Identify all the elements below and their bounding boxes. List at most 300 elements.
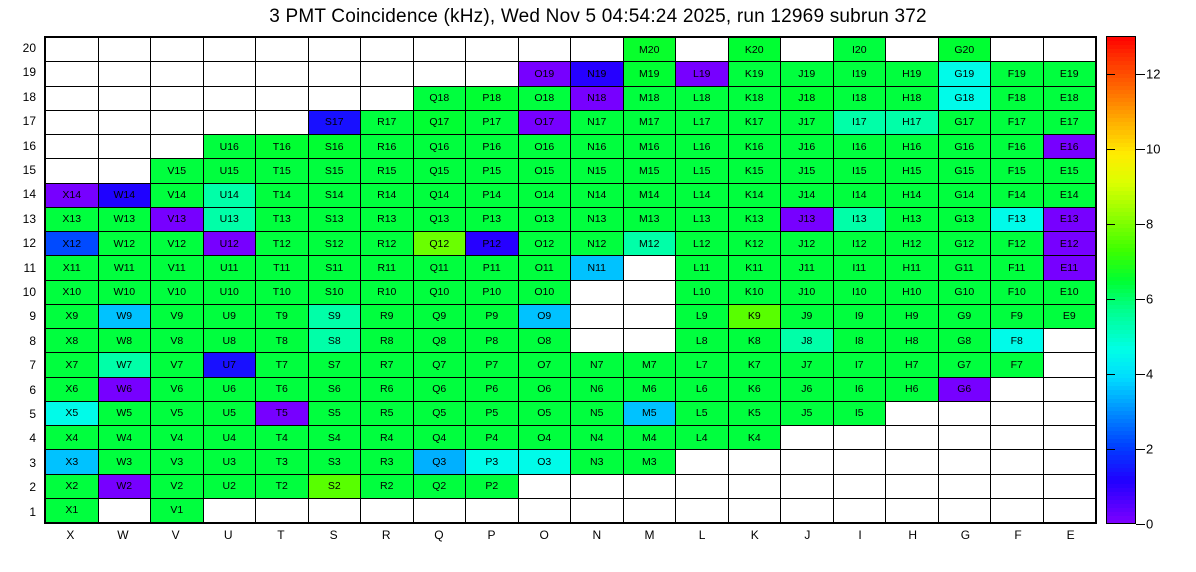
heatmap-cell: V1	[151, 498, 204, 522]
heatmap-cell: H6	[886, 377, 939, 401]
heatmap-cell: I6	[833, 377, 886, 401]
heatmap-cell-empty	[256, 86, 309, 110]
heatmap-cell: F8	[991, 329, 1044, 353]
y-axis-tick-label: 14	[22, 187, 36, 202]
heatmap-cell: Q17	[413, 110, 466, 134]
heatmap-cell-empty	[623, 474, 676, 498]
heatmap-cell-empty	[98, 498, 151, 522]
heatmap-cell-empty	[991, 426, 1044, 450]
heatmap-cell: U9	[203, 304, 256, 328]
colorbar-inner-tick	[1107, 74, 1115, 75]
heatmap-cell: U10	[203, 280, 256, 304]
heatmap-cell: H10	[886, 280, 939, 304]
heatmap-cell: W3	[98, 450, 151, 474]
heatmap-cell: E16	[1043, 135, 1096, 159]
heatmap-cell: U12	[203, 232, 256, 256]
heatmap-cell-empty	[308, 62, 361, 86]
heatmap-cell: S12	[308, 232, 361, 256]
heatmap-cell-empty	[991, 498, 1044, 522]
heatmap-cell: I10	[833, 280, 886, 304]
heatmap-cell: I12	[833, 232, 886, 256]
heatmap-cell-empty	[308, 38, 361, 62]
heatmap-cell: I7	[833, 353, 886, 377]
colorbar-ticks	[1136, 36, 1196, 532]
y-axis-tick-label: 11	[23, 260, 36, 275]
heatmap-cell: J13	[781, 207, 834, 231]
heatmap-cell-empty	[938, 401, 991, 425]
heatmap-cell-empty	[46, 159, 99, 183]
heatmap-cell: T4	[256, 426, 309, 450]
heatmap-cell: W7	[98, 353, 151, 377]
heatmap-cell: H12	[886, 232, 939, 256]
heatmap-cell-empty	[676, 498, 729, 522]
heatmap-cell-empty	[623, 329, 676, 353]
heatmap-cell-empty	[203, 86, 256, 110]
heatmap-cell: L12	[676, 232, 729, 256]
heatmap-cell: V9	[151, 304, 204, 328]
heatmap-cell-empty	[938, 498, 991, 522]
heatmap-cell: I19	[833, 62, 886, 86]
heatmap-cell: R14	[361, 183, 414, 207]
y-axis-tick-label: 4	[29, 431, 36, 446]
heatmap-cell: J14	[781, 183, 834, 207]
heatmap-cell: V6	[151, 377, 204, 401]
heatmap-cell: L13	[676, 207, 729, 231]
heatmap-row	[46, 353, 1096, 377]
heatmap-cell: U15	[203, 159, 256, 183]
heatmap-cell-empty	[518, 38, 571, 62]
heatmap-cell: L5	[676, 401, 729, 425]
heatmap-cell: U4	[203, 426, 256, 450]
heatmap-row	[46, 207, 1096, 231]
heatmap-cell: O18	[518, 86, 571, 110]
heatmap-cell: T11	[256, 256, 309, 280]
heatmap-cell-empty	[466, 498, 519, 522]
heatmap-cell: S9	[308, 304, 361, 328]
heatmap-cell: W11	[98, 256, 151, 280]
heatmap-cell: U16	[203, 135, 256, 159]
heatmap-cell: K8	[728, 329, 781, 353]
y-axis-tick-label: 17	[22, 114, 36, 129]
heatmap-cell: X2	[46, 474, 99, 498]
x-axis-tick-label: F	[1014, 528, 1022, 542]
heatmap-cell-empty	[413, 38, 466, 62]
heatmap-cell: K11	[728, 256, 781, 280]
heatmap-cell: W8	[98, 329, 151, 353]
heatmap-cell: V2	[151, 474, 204, 498]
heatmap-cell: M19	[623, 62, 676, 86]
heatmap-cell: R17	[361, 110, 414, 134]
y-axis-labels	[0, 36, 40, 524]
heatmap-cell-empty	[623, 498, 676, 522]
heatmap-cell: X13	[46, 207, 99, 231]
heatmap-cell: W9	[98, 304, 151, 328]
heatmap-cell: P8	[466, 329, 519, 353]
heatmap-cell: X1	[46, 498, 99, 522]
heatmap-cell-empty	[518, 474, 571, 498]
colorbar-tick-label: 0	[1146, 516, 1154, 532]
heatmap-cell: N5	[571, 401, 624, 425]
heatmap-cell-empty	[938, 474, 991, 498]
heatmap-cell: S7	[308, 353, 361, 377]
y-axis-tick-label: 8	[29, 333, 36, 348]
heatmap-cell: K7	[728, 353, 781, 377]
heatmap-cell: O8	[518, 329, 571, 353]
heatmap-cell: O12	[518, 232, 571, 256]
heatmap-cell: P18	[466, 86, 519, 110]
heatmap-cell: T8	[256, 329, 309, 353]
heatmap-cell: I9	[833, 304, 886, 328]
heatmap-cell: M3	[623, 450, 676, 474]
heatmap-cell: F7	[991, 353, 1044, 377]
heatmap-cell-empty	[1043, 426, 1096, 450]
heatmap-row	[46, 426, 1096, 450]
heatmap-cell: O14	[518, 183, 571, 207]
heatmap-cell: P6	[466, 377, 519, 401]
heatmap-cell: S17	[308, 110, 361, 134]
heatmap-cell: V5	[151, 401, 204, 425]
heatmap-cell: H16	[886, 135, 939, 159]
heatmap-cell: L19	[676, 62, 729, 86]
heatmap-cell-empty	[203, 498, 256, 522]
heatmap-cell: F9	[991, 304, 1044, 328]
heatmap-cell: W5	[98, 401, 151, 425]
heatmap-cell: T14	[256, 183, 309, 207]
heatmap-cell: G12	[938, 232, 991, 256]
heatmap-cell: H13	[886, 207, 939, 231]
heatmap-cell: Q15	[413, 159, 466, 183]
heatmap-cell: F14	[991, 183, 1044, 207]
heatmap-cell: G11	[938, 256, 991, 280]
x-axis-tick-label: H	[908, 528, 918, 542]
heatmap-row	[46, 450, 1096, 474]
heatmap-cell-empty	[413, 498, 466, 522]
heatmap-cell: P17	[466, 110, 519, 134]
heatmap-row	[46, 401, 1096, 425]
heatmap-cell: M4	[623, 426, 676, 450]
heatmap-cell: N4	[571, 426, 624, 450]
heatmap-cell: X9	[46, 304, 99, 328]
heatmap-cell: M5	[623, 401, 676, 425]
colorbar-tick-label: 2	[1146, 441, 1154, 457]
heatmap-cell: R6	[361, 377, 414, 401]
heatmap-cell-empty	[1043, 329, 1096, 353]
heatmap-cell: N16	[571, 135, 624, 159]
heatmap-cell: P9	[466, 304, 519, 328]
heatmap-cell: G18	[938, 86, 991, 110]
heatmap-cell: X4	[46, 426, 99, 450]
heatmap-cell: U5	[203, 401, 256, 425]
colorbar	[1106, 36, 1136, 524]
heatmap-cell: I5	[833, 401, 886, 425]
heatmap-cell: S11	[308, 256, 361, 280]
heatmap-cell-empty	[781, 426, 834, 450]
heatmap-cell: J9	[781, 304, 834, 328]
colorbar-inner-tick	[1107, 149, 1115, 150]
heatmap-cell: V10	[151, 280, 204, 304]
heatmap-cell: N6	[571, 377, 624, 401]
heatmap-cell: T16	[256, 135, 309, 159]
heatmap-row	[46, 38, 1096, 62]
heatmap-cell: P10	[466, 280, 519, 304]
heatmap-cell: R7	[361, 353, 414, 377]
heatmap-cell: S3	[308, 450, 361, 474]
page-title: 3 PMT Coincidence (kHz), Wed Nov 5 04:54:24 2025, run 12969 subrun 372	[269, 6, 927, 27]
heatmap-cell: K12	[728, 232, 781, 256]
heatmap-cell: M20	[623, 38, 676, 62]
heatmap-cell-empty	[991, 450, 1044, 474]
colorbar-inner-tick	[1107, 449, 1115, 450]
heatmap-row	[46, 183, 1096, 207]
heatmap-cell: N15	[571, 159, 624, 183]
heatmap-row	[46, 110, 1096, 134]
heatmap-cell: W14	[98, 183, 151, 207]
heatmap-cell: J6	[781, 377, 834, 401]
heatmap-cell-empty	[1043, 450, 1096, 474]
heatmap-cell: U13	[203, 207, 256, 231]
heatmap-cell: J18	[781, 86, 834, 110]
heatmap-cell: N11	[571, 256, 624, 280]
heatmap-cell-empty	[938, 426, 991, 450]
heatmap-cell: X8	[46, 329, 99, 353]
y-axis-tick-label: 15	[22, 163, 36, 177]
heatmap-cell-empty	[886, 450, 939, 474]
heatmap-cell: T9	[256, 304, 309, 328]
heatmap-cell: W2	[98, 474, 151, 498]
heatmap-cell: K16	[728, 135, 781, 159]
colorbar-inner-tick	[1107, 299, 1115, 300]
heatmap-cell: X7	[46, 353, 99, 377]
heatmap-cell: Q6	[413, 377, 466, 401]
heatmap-cell: G13	[938, 207, 991, 231]
heatmap-cell: G7	[938, 353, 991, 377]
heatmap-cell: N12	[571, 232, 624, 256]
heatmap-cell: R12	[361, 232, 414, 256]
heatmap-cell: S5	[308, 401, 361, 425]
colorbar-tick-mark	[1136, 374, 1145, 375]
heatmap-cell-empty	[98, 62, 151, 86]
y-axis-tick-label: 5	[29, 407, 36, 421]
heatmap-cell: X14	[46, 183, 99, 207]
heatmap-cell: O9	[518, 304, 571, 328]
x-axis-tick-label: I	[858, 528, 862, 542]
heatmap-cell: V14	[151, 183, 204, 207]
heatmap-cell: J12	[781, 232, 834, 256]
heatmap-cell: I20	[833, 38, 886, 62]
heatmap-cell-empty	[623, 280, 676, 304]
heatmap-cell: P5	[466, 401, 519, 425]
heatmap-cell: Q4	[413, 426, 466, 450]
y-axis-tick-label: 18	[22, 89, 36, 104]
heatmap-cell: S13	[308, 207, 361, 231]
x-axis-tick-label: O	[539, 528, 549, 542]
heatmap-cell-empty	[1043, 353, 1096, 377]
heatmap-cell: L8	[676, 329, 729, 353]
heatmap-cell: R2	[361, 474, 414, 498]
heatmap-cell-empty	[991, 401, 1044, 425]
x-axis-tick-label: J	[804, 528, 811, 542]
heatmap-cell-empty	[151, 135, 204, 159]
heatmap-cell-empty	[46, 38, 99, 62]
y-axis-tick-label: 7	[29, 358, 36, 373]
heatmap-row	[46, 498, 1096, 522]
heatmap-cell: T6	[256, 377, 309, 401]
heatmap-cell: L17	[676, 110, 729, 134]
heatmap-cell: V12	[151, 232, 204, 256]
heatmap-cell: N19	[571, 62, 624, 86]
heatmap-cell: O19	[518, 62, 571, 86]
heatmap-cell: W10	[98, 280, 151, 304]
heatmap-cell-empty	[623, 304, 676, 328]
heatmap-cell: S4	[308, 426, 361, 450]
x-axis-tick-label: W	[117, 528, 129, 542]
heatmap-cell: P2	[466, 474, 519, 498]
heatmap-cell: M18	[623, 86, 676, 110]
heatmap-cell: Q13	[413, 207, 466, 231]
heatmap-row	[46, 135, 1096, 159]
colorbar-tick-mark	[1136, 299, 1145, 300]
heatmap-cell-empty	[46, 110, 99, 134]
heatmap-cell: G8	[938, 329, 991, 353]
colorbar-tick-mark	[1136, 149, 1145, 150]
heatmap-cell-empty	[886, 38, 939, 62]
heatmap-cell-empty	[1043, 474, 1096, 498]
heatmap-cell: M13	[623, 207, 676, 231]
heatmap-cell: S16	[308, 135, 361, 159]
heatmap-cell: K17	[728, 110, 781, 134]
heatmap-cell: N17	[571, 110, 624, 134]
heatmap-cell: L7	[676, 353, 729, 377]
heatmap-cell: O15	[518, 159, 571, 183]
heatmap-cell: J7	[781, 353, 834, 377]
heatmap-cell: G16	[938, 135, 991, 159]
heatmap-cell: W13	[98, 207, 151, 231]
heatmap-cell: F10	[991, 280, 1044, 304]
colorbar-tick-label: 10	[1146, 141, 1161, 157]
heatmap-cell-empty	[991, 474, 1044, 498]
heatmap-cell: I16	[833, 135, 886, 159]
heatmap-cell: I13	[833, 207, 886, 231]
heatmap-cell: Q14	[413, 183, 466, 207]
heatmap-cell: J5	[781, 401, 834, 425]
heatmap-cell-empty	[991, 38, 1044, 62]
colorbar-tick-mark	[1136, 74, 1145, 75]
heatmap-cell-empty	[466, 62, 519, 86]
heatmap-cell: R10	[361, 280, 414, 304]
y-axis-tick-label: 2	[29, 480, 36, 495]
heatmap-cell-empty	[518, 498, 571, 522]
heatmap-cell: K6	[728, 377, 781, 401]
heatmap-cell: T12	[256, 232, 309, 256]
y-axis-tick-label: 13	[22, 211, 36, 226]
heatmap-cell: X5	[46, 401, 99, 425]
x-axis-tick-label: K	[750, 528, 759, 542]
heatmap-cell: U11	[203, 256, 256, 280]
heatmap-cell: K18	[728, 86, 781, 110]
heatmap-cell: Q5	[413, 401, 466, 425]
heatmap-cell: F11	[991, 256, 1044, 280]
x-axis-tick-label: N	[592, 528, 602, 542]
heatmap-cell: L14	[676, 183, 729, 207]
heatmap-cell-empty	[203, 38, 256, 62]
heatmap-cell: K13	[728, 207, 781, 231]
heatmap-cell: H18	[886, 86, 939, 110]
heatmap-cell: E17	[1043, 110, 1096, 134]
x-axis-tick-label: G	[960, 528, 971, 542]
heatmap-cell: I18	[833, 86, 886, 110]
heatmap-cell: P12	[466, 232, 519, 256]
heatmap-cell: O7	[518, 353, 571, 377]
heatmap-cell: R9	[361, 304, 414, 328]
heatmap-plot	[44, 36, 1097, 524]
heatmap-cell: G14	[938, 183, 991, 207]
heatmap-cell: M15	[623, 159, 676, 183]
heatmap-cell: E11	[1043, 256, 1096, 280]
heatmap-cell: L4	[676, 426, 729, 450]
heatmap-cell: W6	[98, 377, 151, 401]
heatmap-cell-empty	[151, 86, 204, 110]
heatmap-cell: K10	[728, 280, 781, 304]
x-axis-tick-label: P	[487, 528, 496, 542]
colorbar-tick-mark	[1136, 449, 1145, 450]
colorbar-tick-label: 8	[1146, 216, 1154, 232]
heatmap-row	[46, 86, 1096, 110]
heatmap-cell: M6	[623, 377, 676, 401]
colorbar-segment	[1107, 520, 1135, 524]
heatmap-cell: O5	[518, 401, 571, 425]
heatmap-cell-empty	[1043, 498, 1096, 522]
y-axis-tick-label: 3	[29, 455, 36, 470]
heatmap-cell: V4	[151, 426, 204, 450]
heatmap-cell: H9	[886, 304, 939, 328]
heatmap-cell: T10	[256, 280, 309, 304]
heatmap-cell: U8	[203, 329, 256, 353]
heatmap-cell: R5	[361, 401, 414, 425]
x-axis-labels	[44, 526, 1097, 546]
heatmap-cell-empty	[728, 474, 781, 498]
heatmap-cell: K15	[728, 159, 781, 183]
heatmap-row	[46, 159, 1096, 183]
heatmap-cell-empty	[571, 474, 624, 498]
y-axis-tick-label: 20	[22, 41, 36, 55]
heatmap-cell-empty	[781, 498, 834, 522]
y-axis-tick-label: 10	[22, 285, 36, 299]
heatmap-cell: E15	[1043, 159, 1096, 183]
heatmap-cell: N7	[571, 353, 624, 377]
heatmap-cell: R11	[361, 256, 414, 280]
heatmap-cell: U2	[203, 474, 256, 498]
heatmap-cell: E19	[1043, 62, 1096, 86]
heatmap-cell: K14	[728, 183, 781, 207]
heatmap-cell-empty	[676, 474, 729, 498]
heatmap-cell-empty	[46, 135, 99, 159]
heatmap-cell: Q7	[413, 353, 466, 377]
heatmap-cell: E13	[1043, 207, 1096, 231]
heatmap-cell-empty	[1043, 401, 1096, 425]
y-axis-tick-label: 9	[29, 309, 36, 324]
heatmap-cell-empty	[98, 135, 151, 159]
heatmap-cell: P13	[466, 207, 519, 231]
heatmap-cell-empty	[466, 38, 519, 62]
heatmap-cell: H11	[886, 256, 939, 280]
heatmap-cell: F15	[991, 159, 1044, 183]
heatmap-cell-empty	[1043, 38, 1096, 62]
heatmap-cell: I8	[833, 329, 886, 353]
x-axis-tick-label: M	[644, 528, 655, 542]
heatmap-cell: R4	[361, 426, 414, 450]
heatmap-cell: M12	[623, 232, 676, 256]
heatmap-cell: V3	[151, 450, 204, 474]
